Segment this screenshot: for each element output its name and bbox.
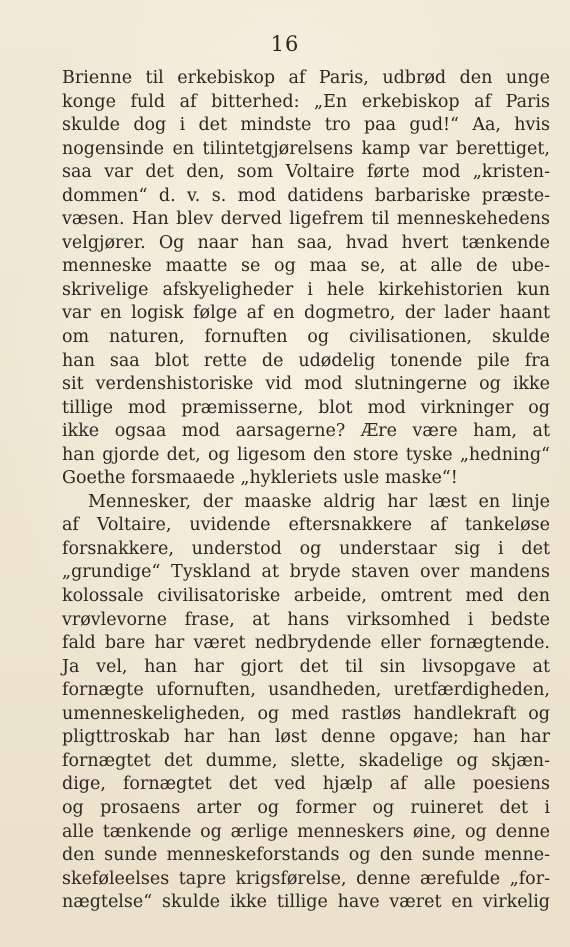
- text-line: dige, fornægtet det ved hjælp af alle poesiens: [62, 774, 550, 795]
- text-line: fornægtet det dumme, slette, skadelige og skjæn-: [62, 750, 550, 771]
- text-line: af Voltaire, uvidende eftersnakkere af tankeløse: [62, 515, 550, 536]
- text-line: om naturen, fornuften og civilisationen, skulde: [62, 327, 550, 348]
- text-line: umenneskeligheden, og med rastløs handlekraft og: [62, 703, 550, 724]
- text-line: „grundige“ Tyskland at bryde staven over mandens: [62, 562, 550, 583]
- text-line: forsnakkere, understod og understaar sig i det: [62, 538, 550, 559]
- text-line: sit verdenshistoriske vid mod slutningerne og ikke: [62, 374, 550, 395]
- text-line: ikke ogsaa mod aarsagerne? Ære være ham, at: [62, 421, 550, 442]
- page-number: 16: [270, 32, 300, 56]
- text-line: han gjorde det, og ligesom den store tyske „hedning“: [62, 444, 550, 465]
- text-line: tillige mod præmisserne, blot mod virkninger og: [62, 397, 550, 418]
- text-line: konge fuld af bitterhed: „En erkebiskop af Paris: [62, 91, 550, 112]
- text-line: menneske maatte se og maa se, at alle de ube-: [62, 256, 550, 277]
- paragraph-start-line: Mennesker, der maaske aldrig har læst en linje: [88, 491, 550, 512]
- text-line: vrøvlevorne frase, at hans virksomhed i bedste: [62, 609, 550, 630]
- text-line: og prosaens arter og former og ruineret det i: [62, 797, 550, 818]
- text-line: væsen. Han blev derved ligefrem til menneskehedens: [62, 209, 550, 230]
- text-line: nogensinde en tilintetgjørelsens kamp var berettiget,: [62, 138, 550, 159]
- text-line: skrivelige afskyeligheder i hele kirkehistorien kun: [62, 279, 550, 300]
- text-line: dommen“ d. v. s. mod datidens barbariske præste-: [62, 185, 550, 206]
- body-text: [62, 67, 550, 915]
- text-line: fornægte ufornuften, usandheden, uretfærdigheden,: [62, 680, 550, 701]
- text-line: nægtelse“ skulde ikke tillige have været en virkelig: [62, 892, 550, 913]
- paragraph-end-line: Goethe forsmaaede „hykleriets usle maske“!: [62, 468, 458, 489]
- text-line: var en logisk følge af en dogmetro, der lader haant: [62, 303, 550, 324]
- text-line: fald bare har været nedbrydende eller fornægtende.: [62, 633, 550, 654]
- text-line: Ja vel, han har gjort det til sin livsopgave at: [62, 656, 550, 677]
- text-line: kolossale civilisatoriske arbeide, omtrent med den: [62, 586, 550, 607]
- text-line: Brienne til erkebiskop af Paris, udbrød den unge: [62, 68, 550, 88]
- text-line: alle tænkende og ærlige menneskers øine, og denne: [62, 821, 550, 842]
- text-line: skeføleelses tapre krigsførelse, denne ærefulde „for-: [62, 868, 550, 889]
- text-line: pligttroskab har han løst denne opgave; han har: [62, 727, 550, 748]
- text-line: skulde dog i det mindste tro paa gud!“ Aa, hvis: [62, 115, 550, 136]
- text-line: velgjører. Og naar han saa, hvad hvert tænkende: [62, 232, 550, 253]
- text-line: han saa blot rette de udødelig tonende pile fra: [62, 350, 550, 371]
- text-line: den sunde menneskeforstands og den sunde menne-: [62, 845, 550, 866]
- text-line: saa var det den, som Voltaire førte mod „kristen-: [62, 162, 550, 183]
